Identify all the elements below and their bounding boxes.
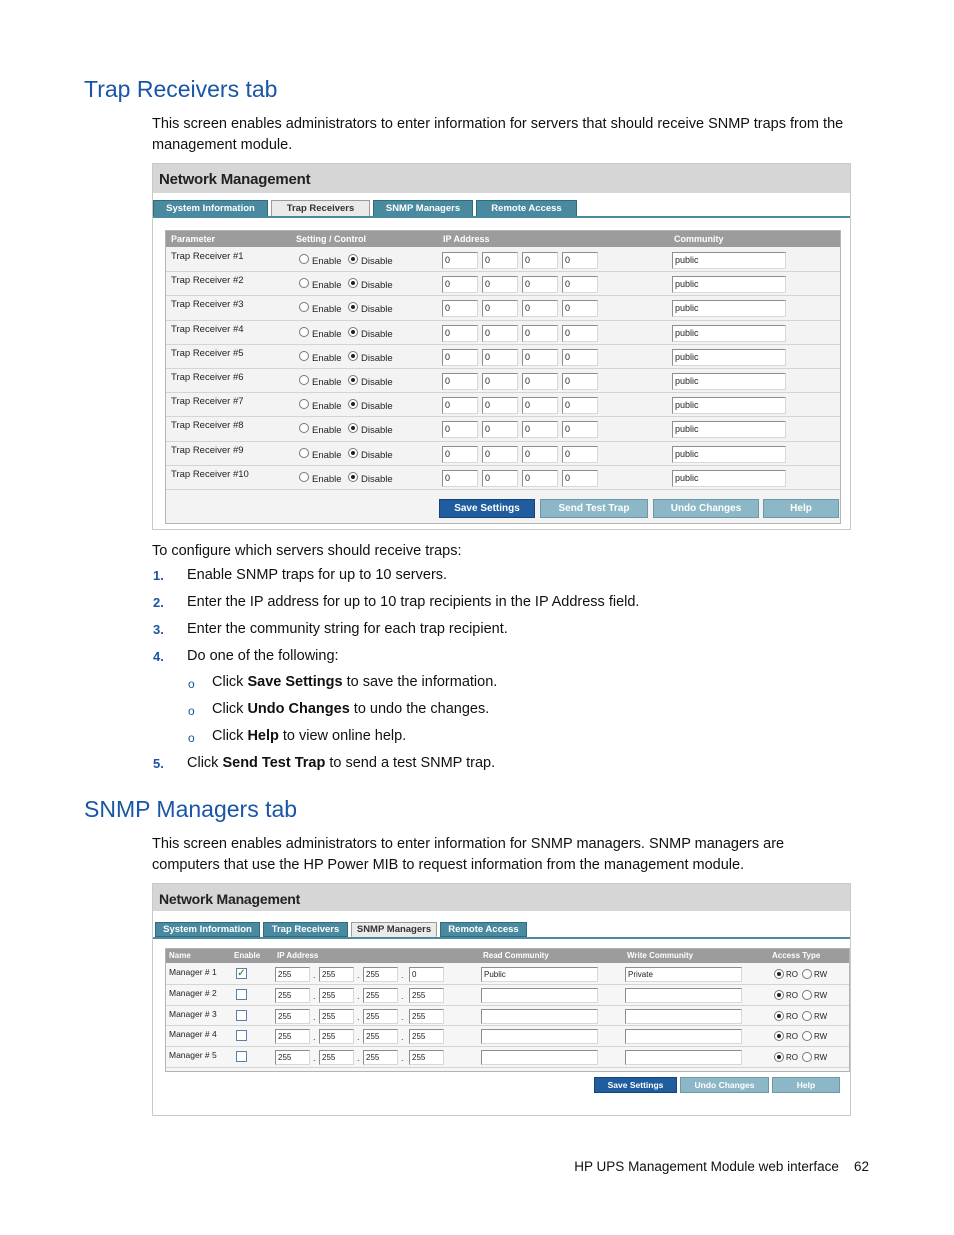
sub-step-help: Click Help to view online help. bbox=[212, 728, 407, 744]
ip-octet-input[interactable]: 255 bbox=[319, 1050, 354, 1065]
receiver-name: Trap Receiver #4 bbox=[171, 323, 244, 335]
ip-octet-input[interactable]: 0 bbox=[562, 397, 598, 414]
ip-octet-input[interactable]: 255 bbox=[409, 1050, 444, 1065]
ip-octet-input[interactable]: 0 bbox=[409, 967, 444, 982]
disable-radio[interactable] bbox=[348, 351, 358, 361]
community-input[interactable]: public bbox=[672, 300, 786, 317]
ip-dot: . bbox=[313, 1032, 316, 1043]
section-title-trap-receivers: Trap Receivers tab bbox=[84, 76, 278, 102]
snmp-managers-panel bbox=[165, 948, 850, 1072]
trap-intro-paragraph: This screen enables administrators to enter information for servers that should receive SNMP traps from the management module. bbox=[152, 116, 844, 153]
read-community-input[interactable] bbox=[481, 1050, 598, 1065]
ip-octet-input[interactable]: 0 bbox=[482, 349, 518, 366]
ip-octet-input[interactable]: 0 bbox=[482, 252, 518, 269]
receiver-name: Trap Receiver #2 bbox=[171, 275, 244, 287]
ip-dot: . bbox=[357, 1011, 360, 1022]
table-row bbox=[166, 321, 840, 345]
write-community-input[interactable] bbox=[625, 988, 742, 1003]
enable-radio[interactable] bbox=[299, 375, 309, 385]
write-community-input[interactable] bbox=[625, 1050, 742, 1065]
ip-octet-input[interactable]: 0 bbox=[522, 470, 558, 487]
rw-label: RW bbox=[814, 1053, 828, 1063]
ip-octet-input[interactable]: 0 bbox=[522, 446, 558, 463]
read-community-input[interactable]: Public bbox=[481, 967, 598, 982]
tab-bar bbox=[153, 200, 577, 217]
step-number-1: 1. bbox=[153, 568, 164, 583]
rw-label: RW bbox=[814, 1011, 828, 1021]
ip-dot: . bbox=[357, 1053, 360, 1064]
col-enable: Enable bbox=[234, 951, 261, 960]
ip-octet-input[interactable]: 0 bbox=[482, 397, 518, 414]
col-write-community: Write Community bbox=[627, 951, 694, 960]
ip-octet-input[interactable]: 0 bbox=[442, 397, 478, 414]
tab-system-information[interactable]: System Information bbox=[153, 200, 268, 217]
ro-radio[interactable] bbox=[774, 1011, 784, 1021]
receiver-name: Trap Receiver #7 bbox=[171, 396, 244, 408]
enable-radio[interactable] bbox=[299, 423, 309, 433]
ip-octet-input[interactable]: 0 bbox=[562, 446, 598, 463]
enable-label: Enable bbox=[312, 401, 342, 413]
col-name: Name bbox=[169, 951, 191, 960]
community-input[interactable]: public bbox=[672, 446, 786, 463]
tab-underline bbox=[153, 937, 850, 939]
ip-octet-input[interactable]: 0 bbox=[522, 349, 558, 366]
rw-radio[interactable] bbox=[802, 1052, 812, 1062]
network-management-header: Network Management bbox=[153, 884, 850, 911]
ip-octet-input[interactable]: 0 bbox=[442, 421, 478, 438]
table-row bbox=[166, 1026, 849, 1047]
ip-octet-input[interactable]: 0 bbox=[522, 276, 558, 293]
step-3: Enter the community string for each trap recipient. bbox=[187, 621, 508, 637]
step-number-4: 4. bbox=[153, 649, 164, 664]
ip-octet-input[interactable]: 255 bbox=[319, 1029, 354, 1044]
ro-radio[interactable] bbox=[774, 969, 784, 979]
enable-radio[interactable] bbox=[299, 278, 309, 288]
rw-label: RW bbox=[814, 970, 828, 979]
enable-checkbox[interactable]: ✓ bbox=[237, 968, 246, 979]
ro-label: RO bbox=[786, 1053, 798, 1063]
ip-dot: . bbox=[401, 1011, 404, 1022]
ip-octet-input[interactable]: 0 bbox=[522, 421, 558, 438]
ip-octet-input[interactable]: 255 bbox=[319, 1009, 354, 1024]
save-settings-button[interactable]: Save Settings bbox=[594, 1077, 677, 1093]
ip-octet-input[interactable]: 255 bbox=[363, 1050, 398, 1065]
save-settings-button[interactable]: Save Settings bbox=[439, 499, 535, 518]
ip-octet-input[interactable]: 0 bbox=[442, 300, 478, 317]
enable-label: Enable bbox=[312, 449, 342, 461]
ip-dot: . bbox=[401, 970, 404, 980]
ip-dot: . bbox=[313, 970, 316, 980]
table-row bbox=[166, 1006, 849, 1027]
col-community: Community bbox=[674, 234, 724, 244]
enable-radio[interactable] bbox=[299, 448, 309, 458]
ip-octet-input[interactable]: 0 bbox=[522, 300, 558, 317]
disable-label: Disable bbox=[361, 280, 393, 292]
community-input[interactable]: public bbox=[672, 325, 786, 342]
community-input[interactable]: public bbox=[672, 373, 786, 390]
community-input[interactable]: public bbox=[672, 276, 786, 293]
ip-octet-input[interactable]: 0 bbox=[442, 349, 478, 366]
disable-label: Disable bbox=[361, 304, 393, 316]
sub-bullet-3: o bbox=[188, 731, 195, 745]
instructions-lead: To configure which servers should receive traps: bbox=[152, 543, 462, 559]
ip-octet-input[interactable]: 255 bbox=[409, 988, 444, 1003]
step-2: Enter the IP address for up to 10 trap recipients in the IP Address field. bbox=[187, 594, 640, 610]
ip-octet-input[interactable]: 255 bbox=[319, 967, 354, 982]
enable-label: Enable bbox=[312, 304, 342, 316]
ip-dot: . bbox=[401, 990, 404, 1001]
ip-octet-input[interactable]: 0 bbox=[562, 421, 598, 438]
disable-label: Disable bbox=[361, 328, 393, 340]
write-community-input[interactable] bbox=[625, 1009, 742, 1024]
footer-text: HP UPS Management Module web interface bbox=[574, 1159, 839, 1174]
manager-name: Manager # 5 bbox=[169, 1050, 217, 1061]
ip-octet-input[interactable]: 255 bbox=[363, 1029, 398, 1044]
sub-step-save: Click Save Settings to save the information. bbox=[212, 674, 498, 690]
ip-octet-input[interactable]: 0 bbox=[522, 397, 558, 414]
tab-snmp-managers[interactable]: SNMP Managers bbox=[373, 200, 473, 217]
ip-octet-input[interactable]: 0 bbox=[442, 276, 478, 293]
disable-label: Disable bbox=[361, 401, 393, 413]
ro-label: RO bbox=[786, 990, 798, 1000]
ip-dot: . bbox=[357, 990, 360, 1001]
col-ip-address: IP Address bbox=[277, 951, 319, 960]
sub-step-undo: Click Undo Changes to undo the changes. bbox=[212, 701, 490, 717]
rw-radio[interactable] bbox=[802, 1031, 812, 1041]
enable-radio[interactable] bbox=[299, 351, 309, 361]
ip-octet-input[interactable]: 0 bbox=[562, 252, 598, 269]
ip-dot: . bbox=[401, 1032, 404, 1043]
tab-trap-receivers[interactable]: Trap Receivers bbox=[271, 200, 370, 217]
manager-name: Manager # 3 bbox=[169, 1008, 217, 1019]
write-community-input[interactable]: Private bbox=[625, 967, 742, 982]
ip-octet-input[interactable]: 0 bbox=[562, 470, 598, 487]
receiver-name: Trap Receiver #6 bbox=[171, 372, 244, 383]
send-test-trap-button[interactable]: Send Test Trap bbox=[540, 499, 648, 518]
table-row bbox=[166, 466, 840, 490]
disable-radio[interactable] bbox=[348, 448, 358, 458]
step-number-2: 2. bbox=[153, 595, 164, 610]
receiver-name: Trap Receiver #10 bbox=[171, 468, 249, 480]
table-header bbox=[166, 949, 849, 963]
receiver-name: Trap Receiver #5 bbox=[171, 347, 244, 359]
step-5: Click Send Test Trap to send a test SNMP trap. bbox=[187, 755, 496, 771]
enable-label: Enable bbox=[312, 280, 342, 292]
ip-dot: . bbox=[313, 990, 316, 1001]
ip-dot: . bbox=[313, 1053, 316, 1064]
disable-label: Disable bbox=[361, 352, 393, 364]
disable-radio[interactable] bbox=[348, 472, 358, 482]
rw-radio[interactable] bbox=[802, 1011, 812, 1021]
manager-name: Manager # 4 bbox=[169, 1029, 217, 1040]
ip-octet-input[interactable]: 255 bbox=[275, 1029, 310, 1044]
ip-octet-input[interactable]: 255 bbox=[275, 1009, 310, 1024]
table-row bbox=[166, 345, 840, 369]
write-community-input[interactable] bbox=[625, 1029, 742, 1044]
disable-radio[interactable] bbox=[348, 399, 358, 409]
ip-octet-input[interactable]: 0 bbox=[522, 325, 558, 342]
sub-bullet-2: o bbox=[188, 704, 195, 718]
disable-label: Disable bbox=[361, 425, 393, 437]
tab-remote-access[interactable]: Remote Access bbox=[476, 200, 577, 217]
col-read-community: Read Community bbox=[483, 951, 549, 960]
rw-label: RW bbox=[814, 1032, 828, 1042]
read-community-input[interactable] bbox=[481, 1029, 598, 1044]
ip-octet-input[interactable]: 0 bbox=[522, 252, 558, 269]
page-number: 62 bbox=[853, 1159, 869, 1174]
undo-changes-button[interactable]: Undo Changes bbox=[653, 499, 759, 518]
step-4: Do one of the following: bbox=[187, 648, 339, 664]
ip-dot: . bbox=[357, 1032, 360, 1043]
help-button[interactable]: Help bbox=[772, 1077, 840, 1093]
ip-octet-input[interactable]: 255 bbox=[275, 1050, 310, 1065]
receiver-name: Trap Receiver #8 bbox=[171, 420, 244, 432]
ip-dot: . bbox=[401, 1053, 404, 1064]
disable-label: Disable bbox=[361, 473, 393, 485]
disable-label: Disable bbox=[361, 256, 393, 267]
disable-radio[interactable] bbox=[348, 423, 358, 433]
disable-radio[interactable] bbox=[348, 278, 358, 288]
ro-radio[interactable] bbox=[774, 990, 784, 1000]
step-number-5: 5. bbox=[153, 756, 164, 771]
ip-octet-input[interactable]: 0 bbox=[522, 373, 558, 390]
enable-checkbox[interactable] bbox=[236, 1010, 247, 1021]
ip-octet-input[interactable]: 255 bbox=[363, 1009, 398, 1024]
community-input[interactable]: public bbox=[672, 421, 786, 438]
tab-system-information[interactable]: System Information bbox=[155, 922, 260, 937]
undo-changes-button[interactable]: Undo Changes bbox=[680, 1077, 769, 1093]
disable-radio[interactable] bbox=[348, 375, 358, 385]
table-header bbox=[166, 231, 840, 247]
table-row bbox=[166, 442, 840, 466]
enable-radio[interactable] bbox=[299, 254, 309, 264]
ip-octet-input[interactable]: 0 bbox=[562, 300, 598, 317]
ip-octet-input[interactable]: 0 bbox=[482, 421, 518, 438]
tab-trap-receivers[interactable]: Trap Receivers bbox=[263, 922, 348, 937]
community-input[interactable]: public bbox=[672, 349, 786, 366]
ip-octet-input[interactable]: 0 bbox=[442, 373, 478, 390]
read-community-input[interactable] bbox=[481, 1009, 598, 1024]
help-button[interactable]: Help bbox=[763, 499, 839, 518]
page-footer bbox=[574, 1159, 869, 1174]
trap-receivers-panel bbox=[165, 230, 841, 524]
tab-snmp-managers[interactable]: SNMP Managers bbox=[351, 922, 437, 937]
table-row bbox=[166, 272, 840, 296]
read-community-input[interactable] bbox=[481, 988, 598, 1003]
snmp-managers-screenshot bbox=[152, 883, 851, 1116]
table-row bbox=[166, 296, 840, 320]
ip-octet-input[interactable]: 255 bbox=[363, 988, 398, 1003]
ro-label: RO bbox=[786, 1032, 798, 1042]
ip-dot: . bbox=[357, 970, 360, 980]
ip-octet-input[interactable]: 255 bbox=[409, 1009, 444, 1024]
sub-bullet-1: o bbox=[188, 677, 195, 691]
section-title-snmp-managers: SNMP Managers tab bbox=[84, 796, 298, 822]
ip-octet-input[interactable]: 0 bbox=[442, 252, 478, 269]
receiver-name: Trap Receiver #1 bbox=[171, 251, 244, 262]
ip-octet-input[interactable]: 255 bbox=[363, 967, 398, 982]
manager-name: Manager # 2 bbox=[169, 987, 217, 998]
enable-radio[interactable] bbox=[299, 472, 309, 482]
col-setting-control: Setting / Control bbox=[296, 234, 366, 244]
manager-name: Manager # 1 bbox=[169, 967, 217, 977]
table-row bbox=[166, 417, 840, 441]
tab-bar bbox=[155, 922, 527, 937]
community-input[interactable]: public bbox=[672, 397, 786, 414]
ip-octet-input[interactable]: 255 bbox=[275, 988, 310, 1003]
trap-receivers-screenshot bbox=[152, 163, 851, 530]
enable-radio[interactable] bbox=[299, 327, 309, 337]
ip-octet-input[interactable]: 0 bbox=[562, 325, 598, 342]
community-input[interactable]: public bbox=[672, 252, 786, 269]
ip-octet-input[interactable]: 255 bbox=[275, 967, 310, 982]
table-row bbox=[166, 964, 849, 985]
ip-octet-input[interactable]: 0 bbox=[442, 470, 478, 487]
disable-label: Disable bbox=[361, 449, 393, 461]
snmp-intro-paragraph: This screen enables administrators to enter information for SNMP managers. SNMP managers are computers that use the HP Power MIB to request information from the management module. bbox=[152, 836, 785, 873]
enable-label: Enable bbox=[312, 473, 342, 485]
step-number-3: 3. bbox=[153, 622, 164, 637]
ip-dot: . bbox=[313, 1011, 316, 1022]
ip-octet-input[interactable]: 0 bbox=[562, 373, 598, 390]
disable-radio[interactable] bbox=[348, 254, 358, 264]
ro-radio[interactable] bbox=[774, 1031, 784, 1041]
ip-octet-input[interactable]: 255 bbox=[409, 1029, 444, 1044]
col-parameter: Parameter bbox=[171, 234, 216, 244]
ip-octet-input[interactable]: 0 bbox=[482, 276, 518, 293]
ip-octet-input[interactable]: 0 bbox=[482, 446, 518, 463]
enable-label: Enable bbox=[312, 377, 342, 388]
rw-label: RW bbox=[814, 990, 828, 1000]
enable-label: Enable bbox=[312, 328, 342, 340]
table-row bbox=[166, 369, 840, 393]
ip-octet-input[interactable]: 0 bbox=[482, 373, 518, 390]
ip-octet-input[interactable]: 0 bbox=[562, 349, 598, 366]
tab-remote-access[interactable]: Remote Access bbox=[440, 922, 527, 937]
tab-underline bbox=[153, 216, 850, 218]
table-row bbox=[166, 248, 840, 272]
ip-octet-input[interactable]: 0 bbox=[442, 325, 478, 342]
ro-radio[interactable] bbox=[774, 1052, 784, 1062]
ip-octet-input[interactable]: 255 bbox=[319, 988, 354, 1003]
community-input[interactable]: public bbox=[672, 470, 786, 487]
ro-label: RO bbox=[786, 1011, 798, 1021]
enable-checkbox[interactable] bbox=[236, 989, 247, 1000]
enable-checkbox[interactable] bbox=[236, 1051, 247, 1062]
table-row bbox=[166, 985, 849, 1006]
ip-octet-input[interactable]: 0 bbox=[482, 325, 518, 342]
enable-label: Enable bbox=[312, 256, 342, 267]
disable-radio[interactable] bbox=[348, 327, 358, 337]
receiver-name: Trap Receiver #9 bbox=[171, 444, 244, 456]
enable-label: Enable bbox=[312, 425, 342, 437]
rw-radio[interactable] bbox=[802, 969, 812, 979]
col-ip-address: IP Address bbox=[443, 234, 490, 244]
ip-octet-input[interactable]: 0 bbox=[482, 470, 518, 487]
disable-label: Disable bbox=[361, 377, 393, 388]
receiver-name: Trap Receiver #3 bbox=[171, 299, 244, 311]
col-access-type: Access Type bbox=[772, 951, 821, 960]
rw-radio[interactable] bbox=[802, 990, 812, 1000]
enable-checkbox[interactable] bbox=[236, 1030, 247, 1041]
network-management-header: Network Management bbox=[153, 164, 850, 193]
disable-radio[interactable] bbox=[348, 302, 358, 312]
enable-label: Enable bbox=[312, 352, 342, 364]
ip-octet-input[interactable]: 0 bbox=[482, 300, 518, 317]
enable-radio[interactable] bbox=[299, 302, 309, 312]
table-row bbox=[166, 1047, 849, 1068]
ip-octet-input[interactable]: 0 bbox=[442, 446, 478, 463]
ip-octet-input[interactable]: 0 bbox=[562, 276, 598, 293]
enable-radio[interactable] bbox=[299, 399, 309, 409]
step-1: Enable SNMP traps for up to 10 servers. bbox=[187, 567, 448, 583]
table-row bbox=[166, 393, 840, 417]
ro-label: RO bbox=[786, 970, 798, 979]
